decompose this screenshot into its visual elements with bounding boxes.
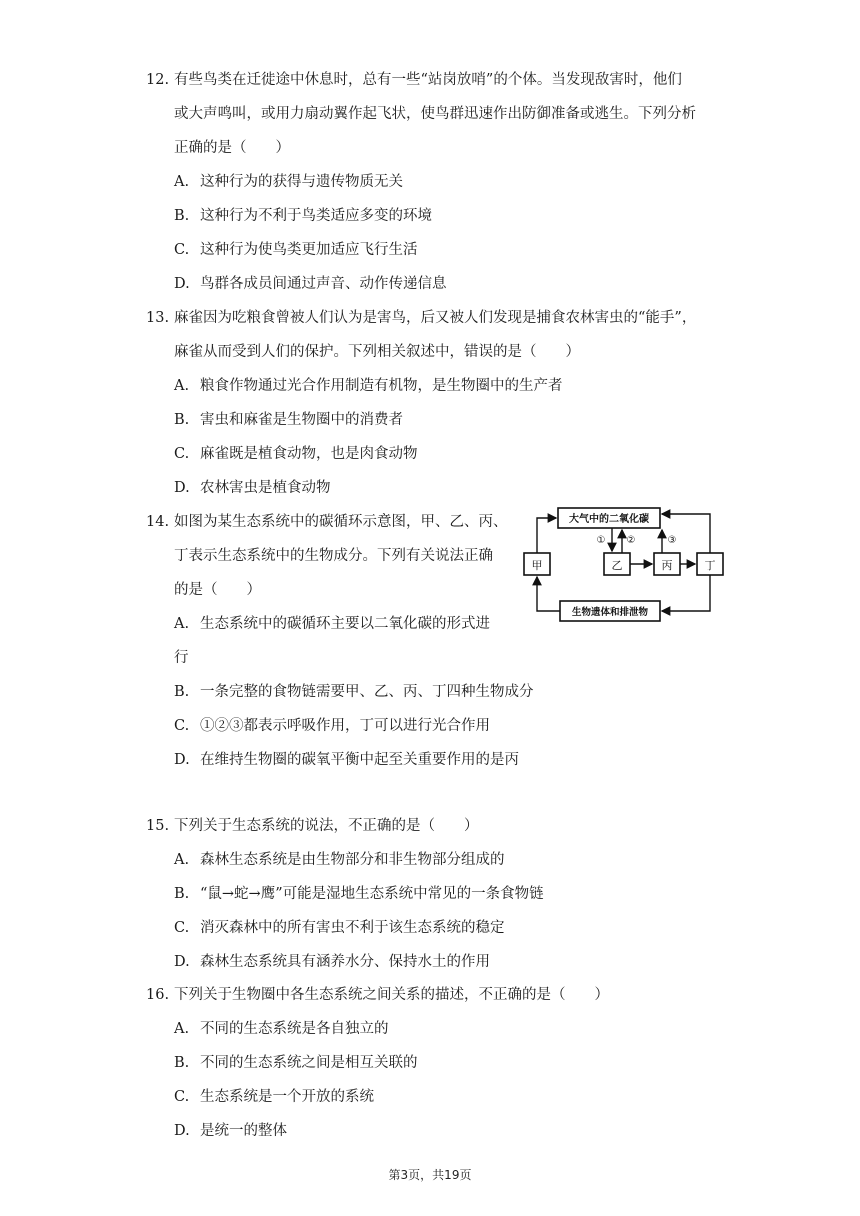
bing-label: 丙 [661, 559, 673, 572]
question-number: 13. [146, 310, 170, 326]
option-d: D. 农林害虫是植食动物 [174, 480, 331, 496]
question-stem: 的是（ ） [174, 582, 261, 598]
option-a-continued: 行 [174, 650, 189, 666]
option-d: D. 在维持生物圈的碳氧平衡中起至关重要作用的是丙 [174, 752, 519, 768]
question-number: 14. [146, 514, 170, 530]
option-d: D. 鸟群各成员间通过声音、动作传递信息 [174, 276, 447, 292]
question-number: 15. [146, 818, 170, 834]
option-c: C. 这种行为使鸟类更加适应飞行生活 [174, 242, 418, 258]
option-d: D. 森林生态系统具有涵养水分、保持水土的作用 [174, 954, 490, 970]
question-12 [146, 63, 726, 301]
option-c: C. 麻雀既是植食动物，也是肉食动物 [174, 446, 418, 462]
option-c: C. 生态系统是一个开放的系统 [174, 1089, 374, 1105]
question-15 [146, 809, 726, 979]
question-stem: 下列关于生态系统的说法，不正确的是（ ） [174, 818, 479, 834]
arrow-jia-to-atmosphere [537, 518, 556, 553]
arrow-residue-to-jia [537, 577, 560, 611]
option-b: B. “鼠→蛇→鹰”可能是湿地生态系统中常见的一条食物链 [174, 886, 544, 902]
question-stem: 或大声鸣叫，或用力扇动翼作起飞状，使鸟群迅速作出防御准备或逃生。下列分析 [174, 106, 696, 122]
question-16 [146, 978, 726, 1148]
arrow-ding-to-residue [662, 575, 710, 611]
question-stem: 下列关于生物圈中各生态系统之间关系的描述，不正确的是（ ） [174, 987, 609, 1003]
ding-label: 丁 [704, 559, 716, 572]
page-footer: 第3页，共19页 [388, 1168, 472, 1182]
carbon-cycle-diagram [520, 503, 730, 623]
option-b: B. 一条完整的食物链需要甲、乙、丙、丁四种生物成分 [174, 684, 534, 700]
marker-1: ① [596, 535, 606, 546]
question-number: 12. [146, 72, 170, 88]
option-d: D. 是统一的整体 [174, 1123, 287, 1139]
question-stem: 正确的是（ ） [174, 140, 290, 156]
option-c: C. 消灭森林中的所有害虫不利于该生态系统的稳定 [174, 920, 505, 936]
arrow-ding-to-atmosphere [662, 514, 710, 553]
question-stem: 有些鸟类在迁徙途中休息时，总有一些“站岗放哨”的个体。当发现敌害时，他们 [174, 72, 682, 88]
option-a: A. 不同的生态系统是各自独立的 [174, 1021, 389, 1037]
option-b: B. 不同的生态系统之间是相互关联的 [174, 1055, 418, 1071]
atmosphere-co2-label: 大气中的二氧化碳 [569, 514, 649, 525]
question-stem: 麻雀因为吃粮食曾被人们认为是害鸟，后又被人们发现是捕食农林害虫的“能手”， [174, 310, 697, 326]
yi-label: 乙 [611, 559, 623, 572]
question-number: 16. [146, 987, 170, 1003]
option-a: A. 森林生态系统是由生物部分和非生物部分组成的 [174, 852, 505, 868]
option-b: B. 这种行为不利于鸟类适应多变的环境 [174, 208, 432, 224]
option-b: B. 害虫和麻雀是生物圈中的消费者 [174, 412, 403, 428]
option-a: A. 这种行为的获得与遗传物质无关 [174, 174, 403, 190]
option-a: A. 生态系统中的碳循环主要以二氧化碳的形式进 [174, 616, 490, 632]
question-stem: 如图为某生态系统中的碳循环示意图，甲、乙、丙、 [174, 514, 508, 530]
question-stem: 麻雀从而受到人们的保护。下列相关叙述中，错误的是（ ） [174, 344, 580, 360]
question-13 [146, 301, 726, 505]
marker-2: ② [626, 535, 636, 546]
option-a: A. 粮食作物通过光合作用制造有机物，是生物圈中的生产者 [174, 378, 563, 394]
marker-3: ③ [667, 535, 677, 546]
option-c: C. ①②③都表示呼吸作用，丁可以进行光合作用 [174, 718, 490, 734]
question-stem: 丁表示生态系统中的生物成分。下列有关说法正确 [174, 548, 493, 564]
jia-label: 甲 [531, 559, 543, 572]
residue-label: 生物遗体和排泄物 [571, 607, 649, 618]
